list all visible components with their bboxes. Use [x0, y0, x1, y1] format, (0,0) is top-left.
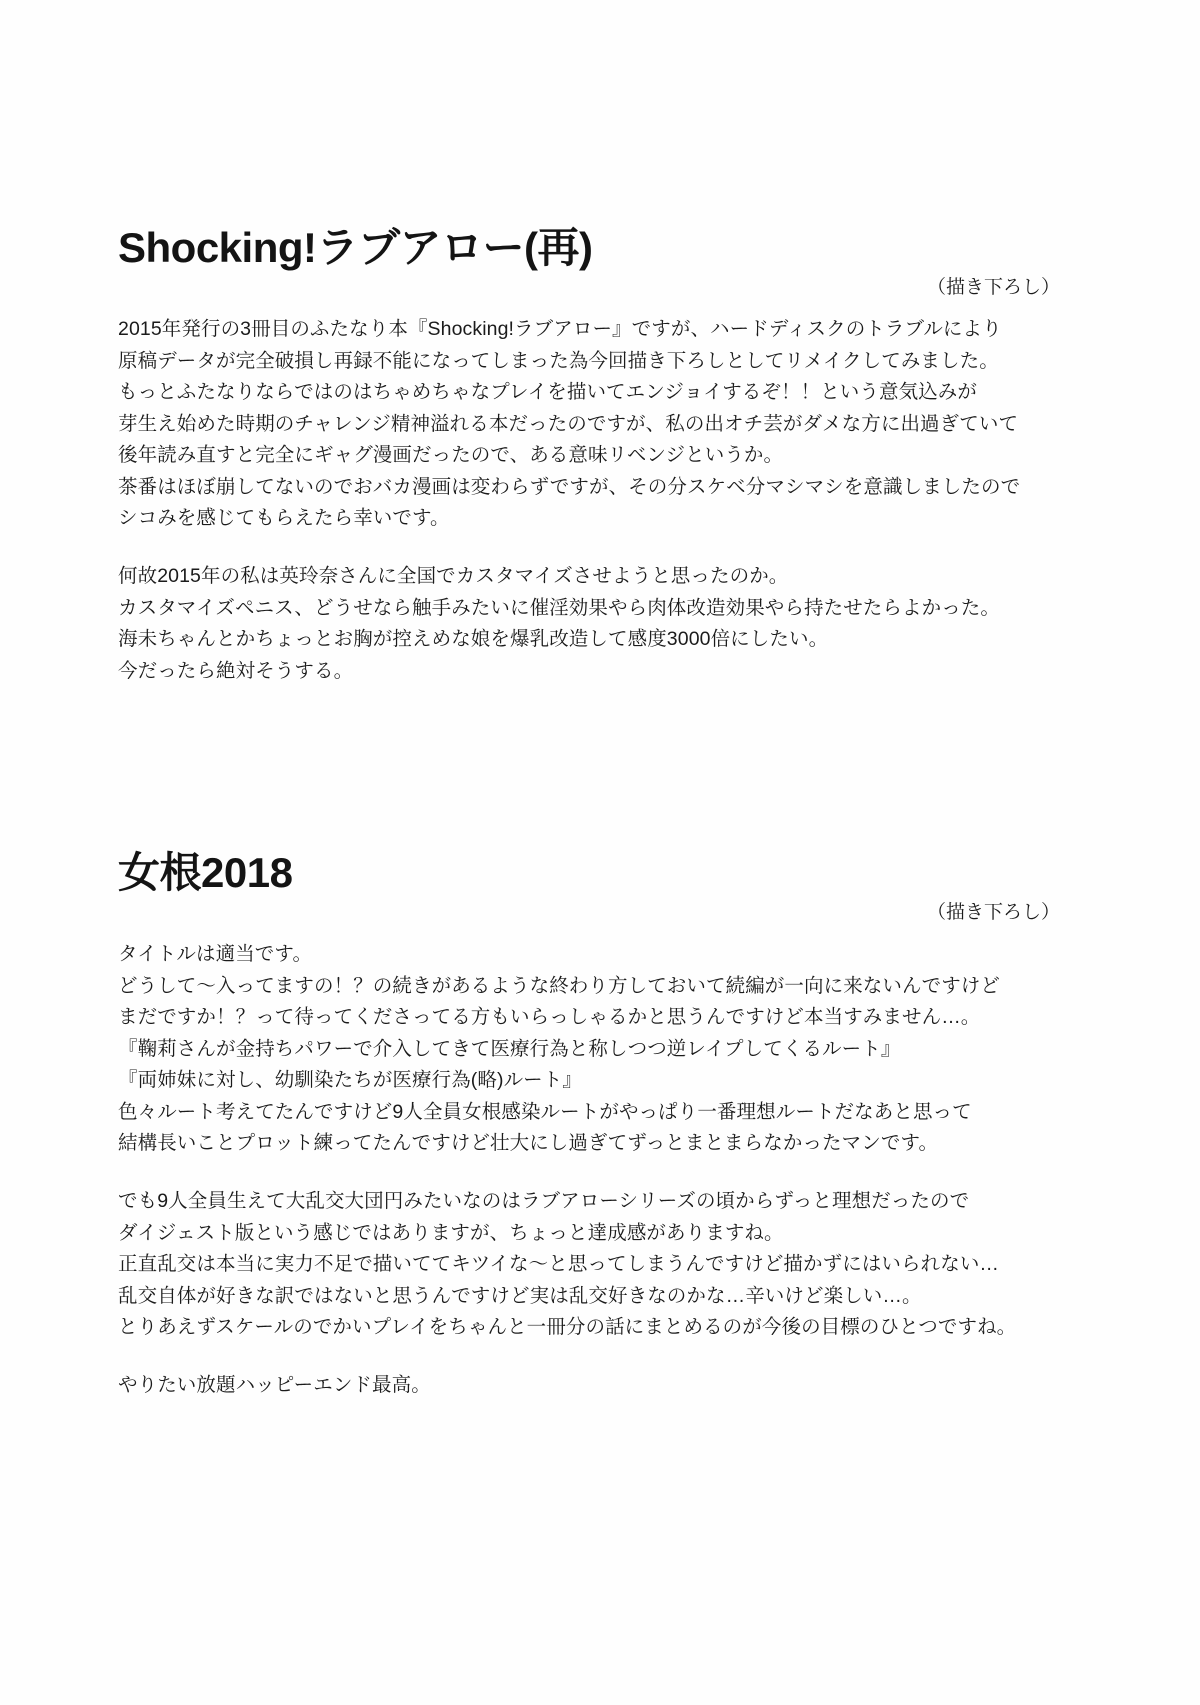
text-line: シコみを感じてもらえたら幸いです。 — [118, 507, 450, 530]
text-line: 茶番はほぼ崩してないのでおバカ漫画は変わらずですが、その分スケベ分マシマシを意識しましたので — [118, 475, 1021, 498]
text-line: タイトルは適当です。 — [118, 942, 313, 965]
section-title: 女根2018 — [118, 849, 293, 896]
text-line: 原稿データが完全破損し再録不能になってしまった為今回描き下ろしとしてリメイクしてみました。 — [118, 349, 999, 372]
paragraph-block — [118, 939, 1078, 1160]
text-line: カスタマイズペニス、どうせなら触手みたいに催淫効果やら肉体改造効果やら持たせたらよかった。 — [118, 596, 1001, 619]
section-title: Shocking!ラブアロー(再) — [118, 224, 593, 271]
afterword-section-jokon — [118, 850, 1078, 1402]
text-line: とりあえずスケールのでかいプレイをちゃんと一冊分の話にまとめるのが今後の目標のひとつですね。 — [118, 1316, 1017, 1339]
paragraph-spacer — [118, 1160, 1078, 1186]
text-line: でも9人全員生えて大乱交大団円みたいなのはラブアローシリーズの頃からずっと理想だったので — [118, 1190, 970, 1213]
paragraph-spacer — [118, 535, 1078, 561]
text-line: 海未ちゃんとかちょっとお胸が控えめな娘を爆乳改造して感度3000倍にしたい。 — [118, 628, 829, 651]
text-line: 結構長いことプロット練ってたんですけど壮大にし過ぎてずっとまとまらなかったマンです。 — [118, 1132, 939, 1155]
paragraph-block — [118, 561, 1078, 687]
text-line: 『鞠莉さんが金持ちパワーで介入してきて医療行為と称しつつ逆レイプしてくるルート』 — [118, 1037, 901, 1060]
text-line: 色々ルート考えてたんですけど9人全員女根感染ルートがやっぱり一番理想ルートだなあと思って — [118, 1100, 972, 1123]
text-line: ダイジェスト版という感じではありますが、ちょっと達成感がありますね。 — [118, 1221, 784, 1244]
text-line: 何故2015年の私は英玲奈さんに全国でカスタマイズさせようと思ったのか。 — [118, 565, 789, 588]
paragraph-block — [118, 1370, 1078, 1402]
text-line: 今だったら絶対そうする。 — [118, 659, 354, 682]
afterword-section-shocking — [118, 225, 1078, 687]
text-line: 『両姉妹に対し、幼馴染たちが医療行為(略)ルート』 — [118, 1069, 582, 1092]
text-line: 後年読み直すと完全にギャグ漫画だったので、ある意味リベンジというか。 — [118, 444, 784, 467]
text-line: もっとふたなりならではのはちゃめちゃなプレイを描いてエンジョイするぞ！！という意気込みが — [118, 381, 977, 404]
text-line: どうして〜入ってますの！？の続きがあるような終わり方しておいて続編が一向に来ないんですけど — [118, 974, 1001, 997]
text-line: やりたい放題ハッピーエンド最高。 — [118, 1373, 431, 1396]
section-note: （描き下ろし） — [926, 902, 1060, 924]
text-line: 2015年発行の3冊目のふたなり本『Shocking!ラブアロー』ですが、ハードディスクのトラブルにより — [118, 317, 1002, 340]
text-line: 芽生え始めた時期のチャレンジ精神溢れる本だったのですが、私の出オチ芸がダメな方に出過ぎていて — [118, 412, 1019, 435]
section-note: （描き下ろし） — [926, 277, 1060, 299]
text-line: 正直乱交は本当に実力不足で描いててキツイな〜と思ってしまうんですけど描かずにはいられない… — [118, 1253, 1000, 1276]
paragraph-spacer — [118, 1344, 1078, 1370]
text-line: まだですか！？って待ってくださってる方もいらっしゃるかと思うんですけど本当すみません…。 — [118, 1006, 981, 1029]
paragraph-block — [118, 314, 1078, 535]
text-line: 乱交自体が好きな訳ではないと思うんですけど実は乱交好きなのかな…辛いけど楽しい…。 — [118, 1284, 922, 1307]
paragraph-block — [118, 1186, 1078, 1344]
